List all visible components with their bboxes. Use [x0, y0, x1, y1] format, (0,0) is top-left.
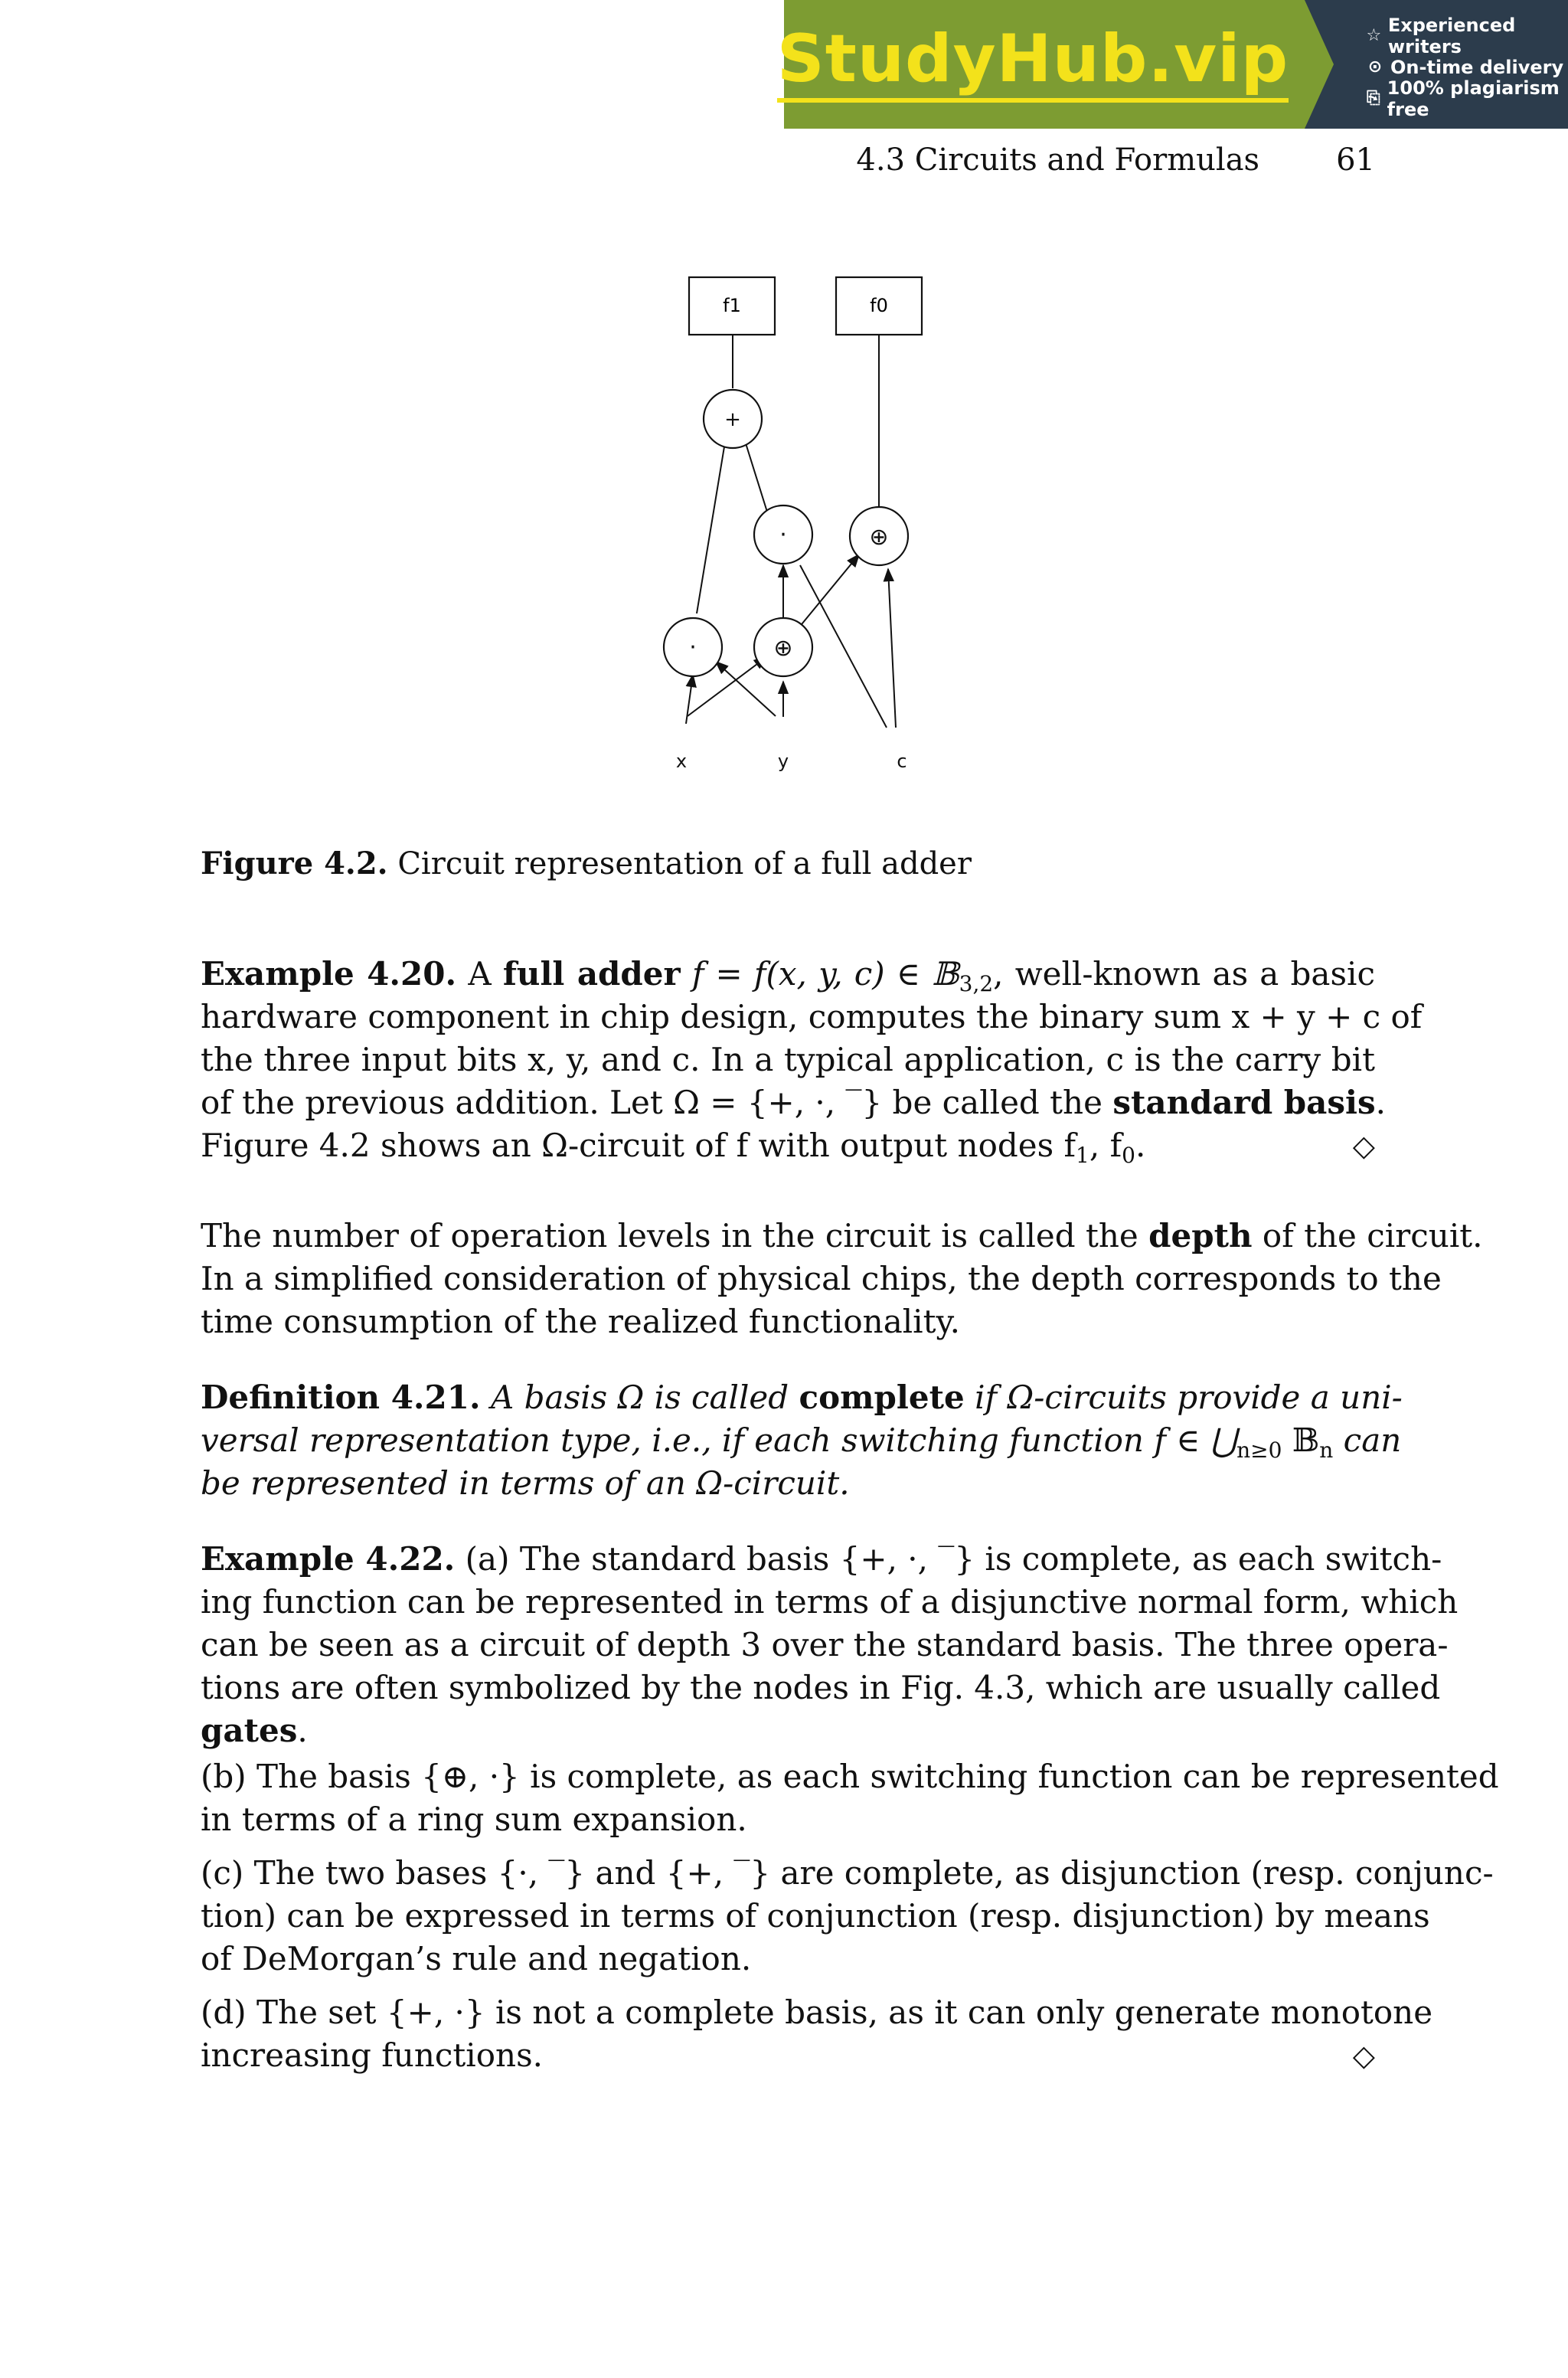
- example-4-22-b: [201, 1755, 1499, 1841]
- text-line: ing function can be represented in terms of a disjunctive normal form, which: [201, 1583, 1459, 1621]
- term-depth: depth: [1148, 1217, 1253, 1254]
- text-line: [201, 1081, 1386, 1124]
- text-span: 𝔹: [1282, 1421, 1320, 1459]
- text-line: can be seen as a circuit of depth 3 over the standard basis. The three opera-: [201, 1626, 1449, 1663]
- circuit-figure: [658, 268, 957, 789]
- banner-item-label: 100% plagiarism free: [1387, 77, 1560, 120]
- definition-4-21: [201, 1376, 1403, 1505]
- depth-paragraph: [201, 1215, 1483, 1343]
- text-line: in terms of a ring sum expansion.: [201, 1801, 747, 1838]
- circuit-diagram: [658, 268, 957, 789]
- gate-symbol-xor-bottom: ⊕: [773, 635, 793, 662]
- text-line: [201, 1376, 1403, 1419]
- text-span: Figure 4.2 shows an Ω-circuit of f with output nodes f: [201, 1127, 1076, 1164]
- text-line: [201, 1215, 1483, 1258]
- text-line: hardware component in chip design, computes the binary sum x + y + c of: [201, 998, 1423, 1035]
- input-label-c: c: [897, 751, 907, 772]
- example-label: Example 4.22.: [201, 1540, 456, 1578]
- input-label-x: x: [675, 751, 688, 772]
- term-standard-basis: standard basis: [1112, 1084, 1376, 1121]
- section-title: 4.3 Circuits and Formulas: [856, 142, 1260, 178]
- text-span: .: [1135, 1127, 1146, 1164]
- gate-symbol-and-top: ·: [779, 522, 787, 548]
- example-label: Example 4.20.: [201, 955, 457, 993]
- text-span: A: [468, 955, 492, 993]
- text-span: if Ω-circuits provide a uni-: [975, 1379, 1403, 1416]
- output-label-f1: f1: [723, 295, 741, 316]
- text-line: tions are often symbolized by the nodes in Fig. 4.3, which are usually called: [201, 1669, 1441, 1706]
- text-line: [201, 1419, 1402, 1463]
- wire-xor-xor: [799, 554, 859, 628]
- wire-c-xor: [888, 569, 896, 728]
- text-line: the three input bits x, y, and c. In a typical application, c is the carry bit: [201, 1041, 1375, 1078]
- text-line: [201, 1538, 1442, 1581]
- text-line: time consumption of the realized functionality.: [201, 1303, 960, 1340]
- copy-icon: ⎘: [1367, 89, 1380, 108]
- figure-caption-text: Circuit representation of a full adder: [397, 846, 972, 882]
- gate-symbol-xor-top: ⊕: [869, 524, 889, 551]
- subscript: n≥0: [1236, 1438, 1282, 1463]
- banner-info: [1305, 0, 1568, 129]
- text-line: of DeMorgan’s rule and negation.: [201, 1940, 752, 1977]
- text-line: [201, 2034, 1375, 2077]
- text-span: of the previous addition. Let Ω = {+, ·, ‾} be called the: [201, 1084, 1102, 1121]
- text-span: can: [1333, 1421, 1402, 1459]
- text-span: A basis Ω is called: [490, 1379, 789, 1416]
- banner-logo[interactable]: [776, 0, 1305, 129]
- text-line: tion) can be expressed in terms of conjunction (resp. disjunction) by means: [201, 1897, 1430, 1935]
- gate-symbol-and-bottom: ·: [689, 634, 697, 661]
- ad-banner[interactable]: [776, 0, 1568, 129]
- example-4-22-c: [201, 1852, 1494, 1981]
- text-line: (c) The two bases {·, ‾} and {+, ‾} are complete, as disjunction (resp. conjunc-: [201, 1854, 1494, 1892]
- text-span: be represented in terms of an Ω-circuit.: [201, 1464, 850, 1502]
- subscript: 0: [1122, 1143, 1135, 1168]
- banner-item: [1366, 77, 1568, 120]
- end-of-example-icon: ◇: [1352, 2039, 1375, 2072]
- text-line: [201, 953, 1375, 996]
- definition-label: Definition 4.21.: [201, 1379, 481, 1416]
- output-label-f0: f0: [870, 295, 888, 316]
- text-line: In a simplified consideration of physical chips, the depth corresponds to the: [201, 1260, 1442, 1297]
- text-span: .: [1375, 1084, 1386, 1121]
- text-span: (a) The standard basis {+, ·, ‾} is complete, as each switch-: [465, 1540, 1442, 1578]
- subscript: 1: [1076, 1143, 1089, 1168]
- text-span: The number of operation levels in the circuit is called the: [201, 1217, 1138, 1254]
- example-4-22-d: [201, 1991, 1433, 2077]
- text-line: [201, 1709, 1375, 1752]
- subscript: 3,2: [959, 971, 994, 996]
- logo-text: StudyHub.vip: [777, 26, 1289, 103]
- text-line: [201, 1462, 1375, 1505]
- example-4-22: [201, 1538, 1459, 1752]
- text-line: [201, 1124, 1375, 1167]
- banner-item: [1366, 14, 1568, 57]
- running-head: [856, 142, 1375, 178]
- wire-and-or: [697, 419, 729, 613]
- figure-caption-label: Figure 4.2.: [201, 846, 388, 882]
- term-complete: complete: [799, 1379, 965, 1416]
- text-span: , well-known as a basic: [993, 955, 1375, 993]
- example-4-20: [201, 953, 1423, 1168]
- input-label-y: y: [777, 751, 789, 772]
- formula: f = f(x, y, c) ∈ 𝔹: [691, 955, 959, 993]
- banner-item-label: Experienced writers: [1387, 14, 1516, 57]
- subscript: n: [1319, 1438, 1334, 1463]
- gate-symbol-or: +: [724, 408, 741, 431]
- text-span: versal representation type, i.e., if each switching function f ∈ ⋃: [201, 1421, 1237, 1459]
- page-number: 61: [1336, 142, 1375, 178]
- star-icon: ☆: [1366, 26, 1382, 45]
- banner-item-label: On-time delivery: [1390, 56, 1564, 78]
- wire-x-and: [686, 675, 693, 724]
- text-line: (b) The basis {⊕, ·} is complete, as each switching function can be represented: [201, 1758, 1499, 1795]
- text-line: (d) The set {+, ·} is not a complete basis, as it can only generate monotone: [201, 1994, 1433, 2031]
- term-full-adder: full adder: [502, 955, 681, 993]
- clock-icon: ⊙: [1367, 57, 1383, 77]
- end-of-example-icon: ◇: [1352, 1129, 1375, 1163]
- figure-caption: [201, 846, 972, 882]
- text-span: increasing functions.: [201, 2036, 543, 2074]
- text-span: .: [297, 1712, 308, 1749]
- term-gates: gates: [201, 1712, 298, 1749]
- text-span: of the circuit.: [1262, 1217, 1483, 1254]
- text-span: , f: [1089, 1127, 1122, 1164]
